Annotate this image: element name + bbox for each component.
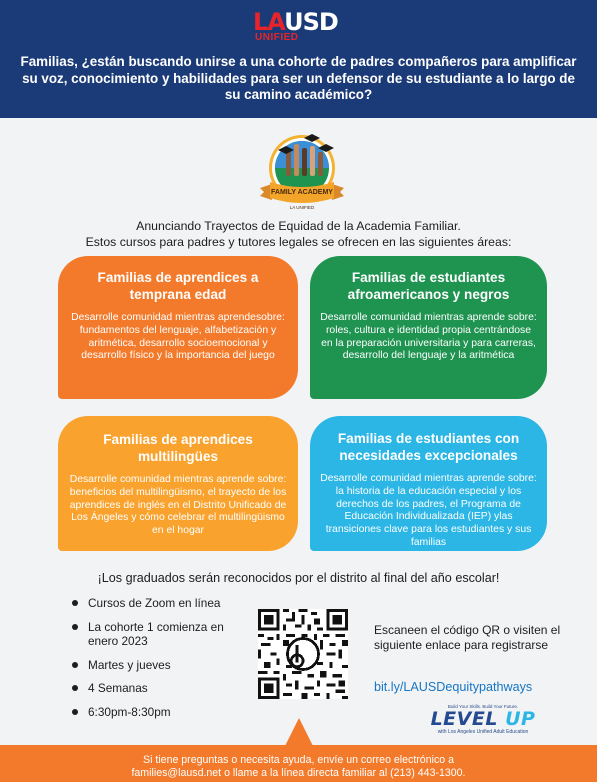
card-title: Familias de aprendices a temprana edad (97, 270, 259, 302)
registration-link[interactable]: bit.ly/LAUSDequitypathways (374, 680, 533, 694)
card-description: Desarrolle comunidad mientras aprende sobre: roles, cultura e identidad propia centrándose en la preparación universitaria y para carreras, desarrollo del lenguaje y la aritmética (320, 312, 537, 362)
card-early-learners (58, 256, 298, 399)
course-details-list (72, 596, 252, 719)
card-description: Desarrolle comunidad mientras aprende sobre: beneficios del multilingüismo, el trayecto de los aprendices de inglés en el Distrito Unificado de Los Ángeles y cómo celebrar el multilingüismo en el hogar (69, 474, 287, 537)
graduates-note: ¡Los graduados serán reconocidos por el distrito al final del año escolar! (97, 571, 500, 585)
footer-contact (10, 754, 587, 780)
scan-instructions: Escaneen el código QR o visiten el siguiente enlace para registrarse (374, 623, 561, 652)
level-up-logo (422, 704, 544, 744)
headline: Familias, ¿están buscando unirse a una cohorte de padres compañeros para amplificar su voz, conocimiento y habilidades para ser un defensor de su estudiante a lo largo de su camino académico? (20, 54, 577, 102)
emblem-banner-text: FAMILY ACADEMY (271, 189, 333, 196)
card-description: Desarrolle comunidad mientras aprendesobre: fundamentos del lenguaje, alfabetización y aritmética, desarrollo socioemocional y desarrollo físico y la importancia del juego (71, 312, 285, 362)
level-up-word-level: LEVEL (430, 708, 498, 730)
logo-usd: USD (284, 8, 338, 36)
list-item: Martes y jueves (72, 658, 252, 673)
card-african-american-black (310, 256, 547, 399)
emblem-sub-text: LA UNIFIED (289, 205, 315, 210)
footer-line-2: families@lausd.net o llame a la línea directa familiar al (213) 443-1300. (131, 767, 466, 779)
intro-text (20, 219, 577, 250)
list-item: 4 Semanas (72, 681, 252, 696)
card-description: Desarrolle comunidad mientras aprende sobre: la historia de la educación especial y los derechos de los padres, el Programa de Educación Individualizada (IEP) ylas transiciones clave para los estudiantes y sus familias (320, 473, 537, 548)
header-banner (0, 0, 597, 118)
card-multilingual-learners (58, 416, 298, 551)
family-academy-emblem-icon (256, 130, 348, 214)
logo-la: LA (253, 8, 285, 36)
level-up-word-up: UP (505, 708, 536, 730)
level-up-tagline: Build Your Skills. Build Your Future. (447, 704, 519, 709)
footer-line-1: Si tiene preguntas o necesita ayuda, envíe un correo electrónico a (143, 754, 454, 766)
level-up-sub: with Los Angeles Unified Adult Education (437, 729, 529, 735)
card-exceptional-needs (310, 416, 547, 551)
list-item: 6:30pm-8:30pm (72, 705, 252, 720)
logo-unified: UNIFIED (255, 32, 299, 43)
card-title: Familias de estudiantes con necesidades excepcionales (337, 431, 520, 463)
card-title: Familias de estudiantes afroamericanos y negros (347, 270, 510, 302)
lausd-logo (253, 10, 353, 44)
qr-code-icon[interactable] (258, 609, 348, 699)
intro-line-2: Estos cursos para padres y tutores legales se ofrecen en las siguientes áreas: (85, 234, 512, 249)
footer-notch (285, 718, 313, 746)
intro-line-1: Anunciando Trayectos de Equidad de la Academia Familiar. (136, 219, 461, 233)
list-item: La cohorte 1 comienza en enero 2023 (72, 620, 252, 649)
card-title: Familias de aprendices multilingües (103, 432, 253, 464)
list-item: Cursos de Zoom en línea (72, 596, 252, 611)
